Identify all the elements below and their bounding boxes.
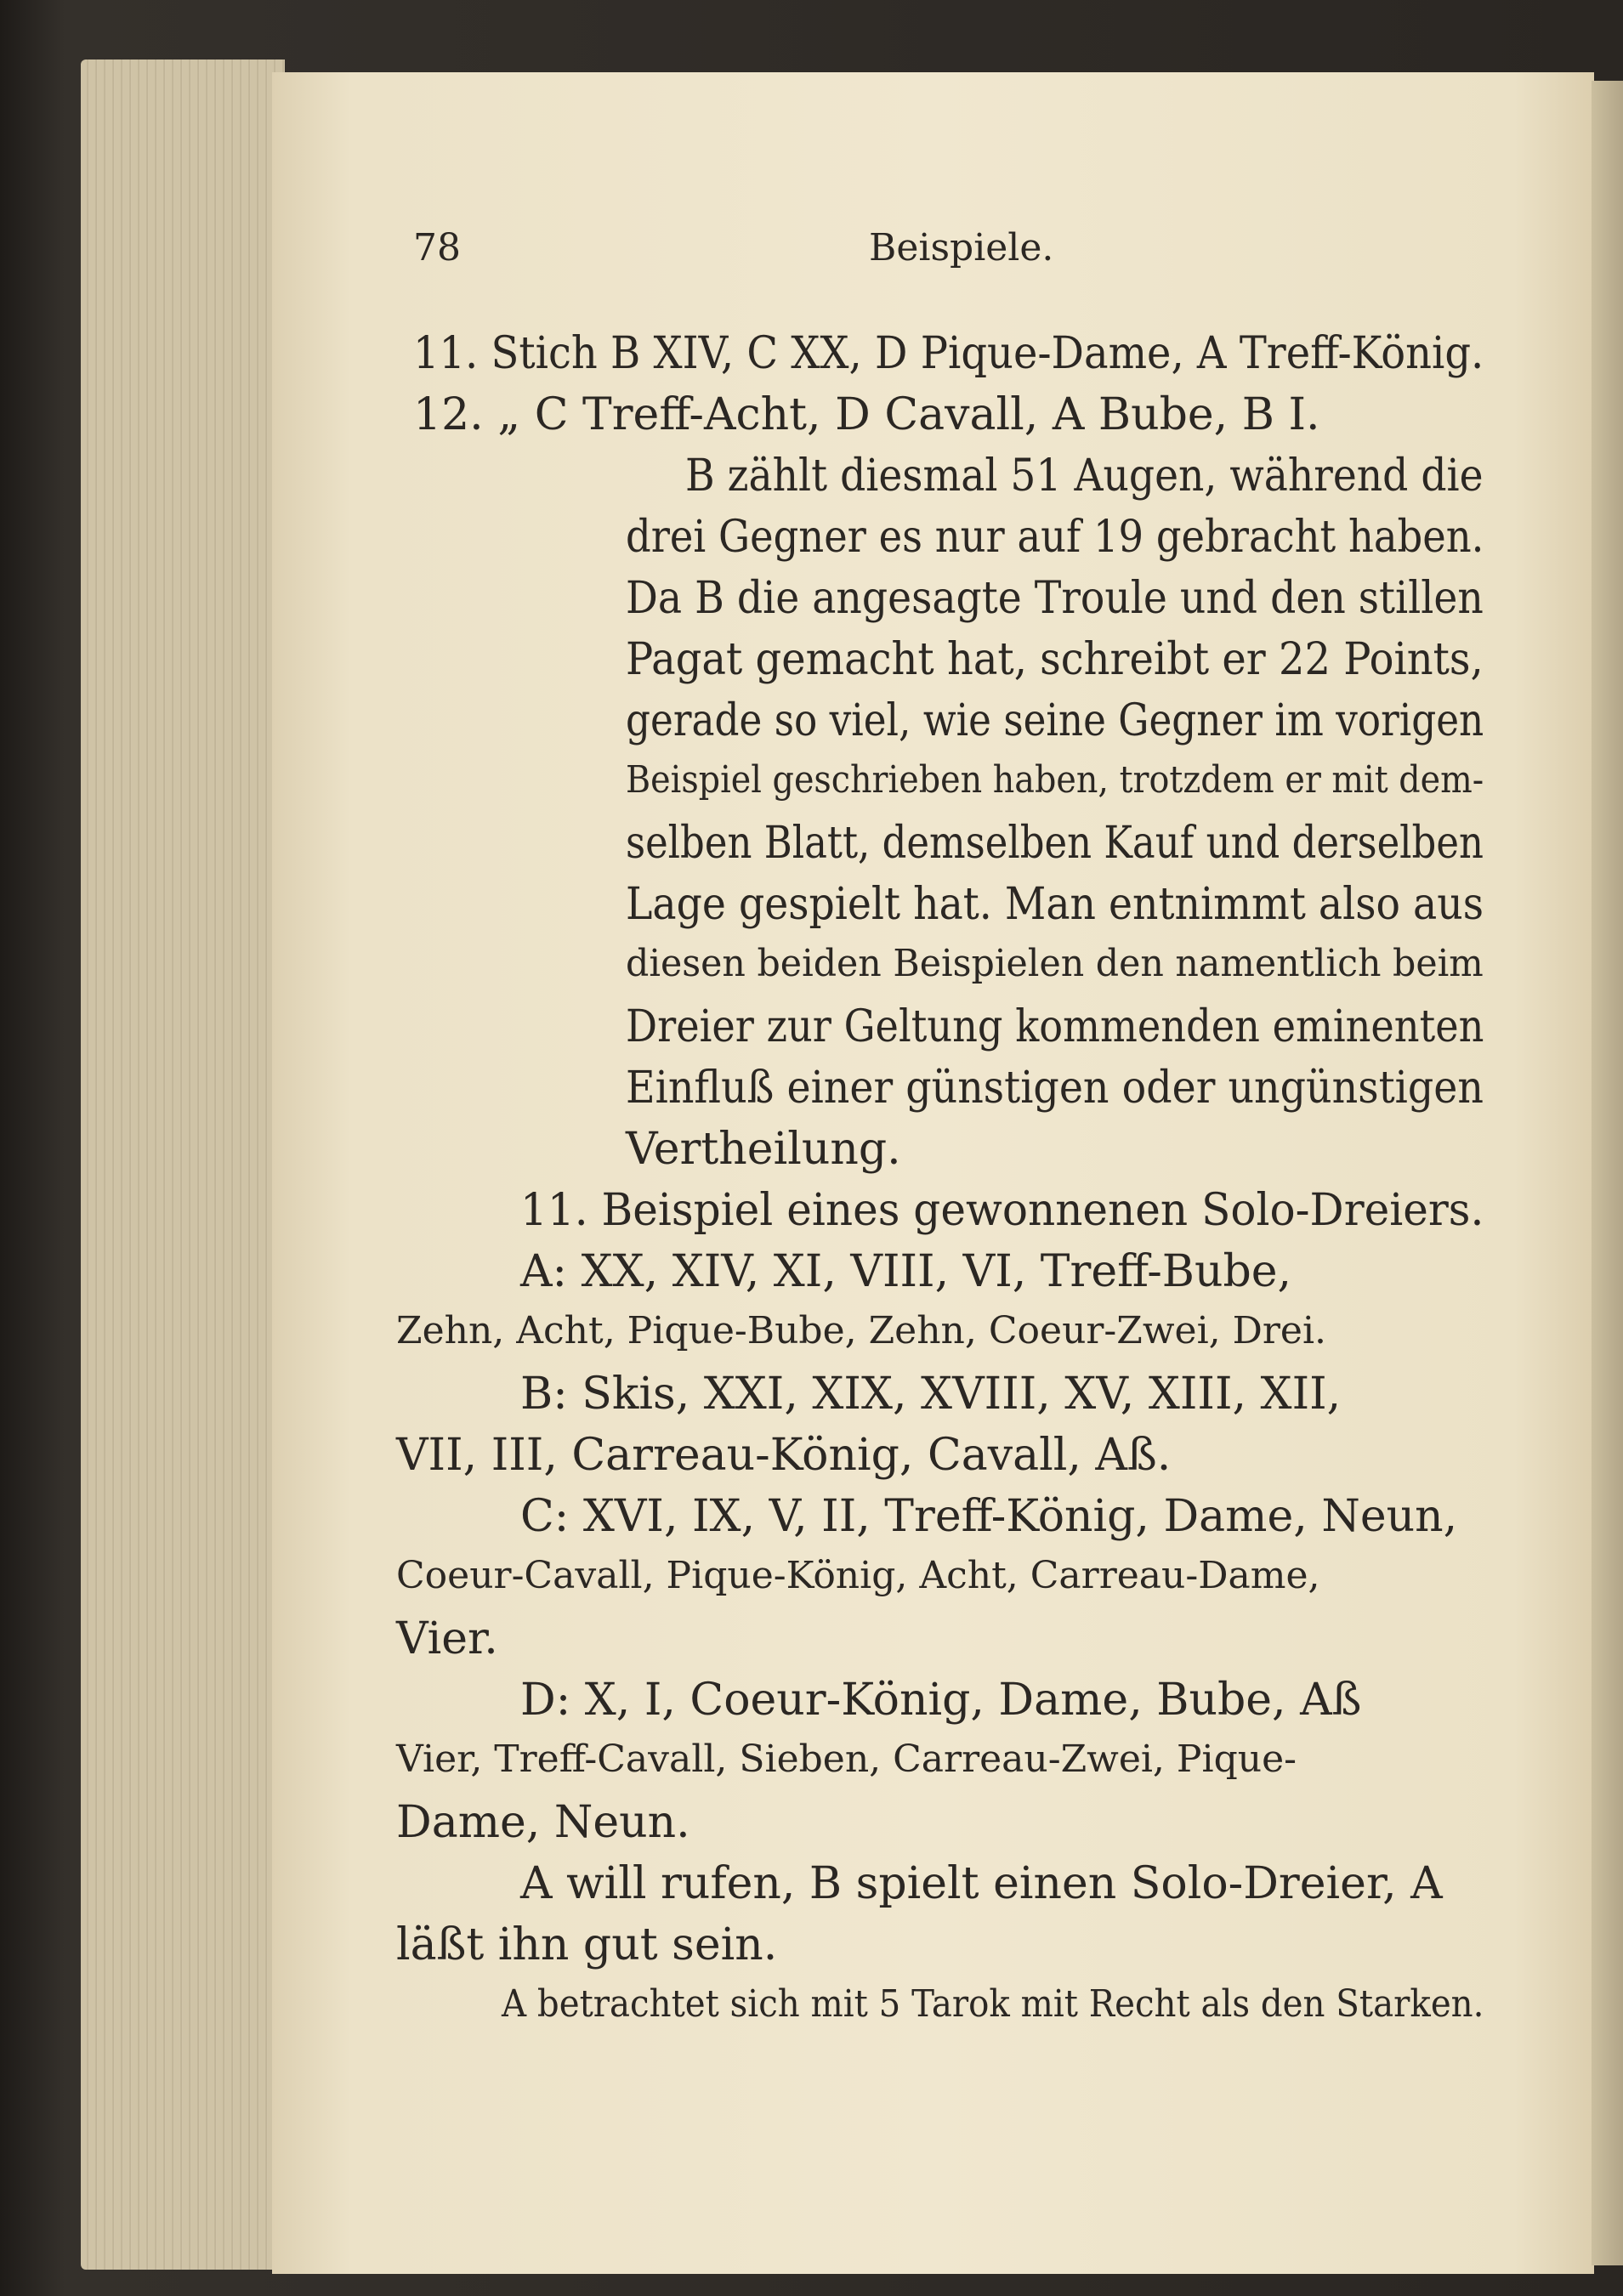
text-line: Beispiel geschrieben haben, trotzdem er mit dem- <box>626 758 1484 802</box>
text-line: B zählt diesmal 51 Augen, während die <box>685 451 1484 502</box>
text-line: 12. „ C Treff-Acht, D Cavall, A Bube, B I. <box>413 389 1320 440</box>
text-line: drei Gegner es nur auf 19 gebracht haben. <box>626 512 1484 563</box>
text-line: selben Blatt, demselben Kauf und derselben <box>626 818 1484 869</box>
text-line: Dreier zur Geltung kommenden eminenten <box>626 1001 1484 1052</box>
running-title: Beispiele. <box>869 226 1054 269</box>
text-line: Zehn, Acht, Pique-Bube, Zehn, Coeur-Zwei, Drei. <box>396 1309 1327 1352</box>
text-line: Lage gespielt hat. Man entnimmt also aus <box>626 879 1484 930</box>
text-line: A will rufen, B spielt einen Solo-Dreier, A <box>520 1858 1443 1909</box>
text-line: Dame, Neun. <box>396 1797 690 1848</box>
text-line: Einfluß einer günstigen oder ungünstigen <box>626 1063 1484 1114</box>
text-line: B: Skis, XXI, XIX, XVIII, XV, XIII, XII, <box>520 1369 1342 1420</box>
text-line: gerade so viel, wie seine Gegner im vorigen <box>626 695 1484 746</box>
text-line: Vier, Treff-Cavall, Sieben, Carreau-Zwei, Pique- <box>396 1738 1297 1781</box>
text-line: A betrachtet sich mit 5 Tarok mit Recht als den Starken. <box>502 1982 1484 2026</box>
text-line: Pagat gemacht hat, schreibt er 22 Points, <box>626 634 1484 685</box>
text-line: D: X, I, Coeur-König, Dame, Bube, Aß <box>520 1675 1362 1726</box>
text-line: Vertheilung. <box>626 1124 901 1175</box>
text-line: C: XVI, IX, V, II, Treff-König, Dame, Neun, <box>520 1491 1458 1542</box>
text-line: VII, III, Carreau-König, Cavall, Aß. <box>396 1430 1172 1481</box>
text-line: läßt ihn gut sein. <box>396 1919 778 1970</box>
text-line: 11. Stich B XIV, C XX, D Pique-Dame, A Treff-König. <box>413 328 1484 379</box>
section-heading: 11. Beispiel eines gewonnenen Solo-Dreiers. <box>520 1185 1484 1236</box>
text-line: Vier. <box>396 1613 498 1664</box>
page-right-edge <box>1592 81 1623 2265</box>
page-edges <box>81 60 285 2270</box>
page-number: 78 <box>413 226 461 269</box>
text-line: diesen beiden Beispielen den namentlich beim <box>626 942 1484 985</box>
text-line: Coeur-Cavall, Pique-König, Acht, Carreau-Dame, <box>396 1554 1320 1597</box>
text-line: A: XX, XIV, XI, VIII, VI, Treff-Bube, <box>520 1246 1292 1297</box>
text-line: Da B die angesagte Troule und den stillen <box>626 573 1484 624</box>
